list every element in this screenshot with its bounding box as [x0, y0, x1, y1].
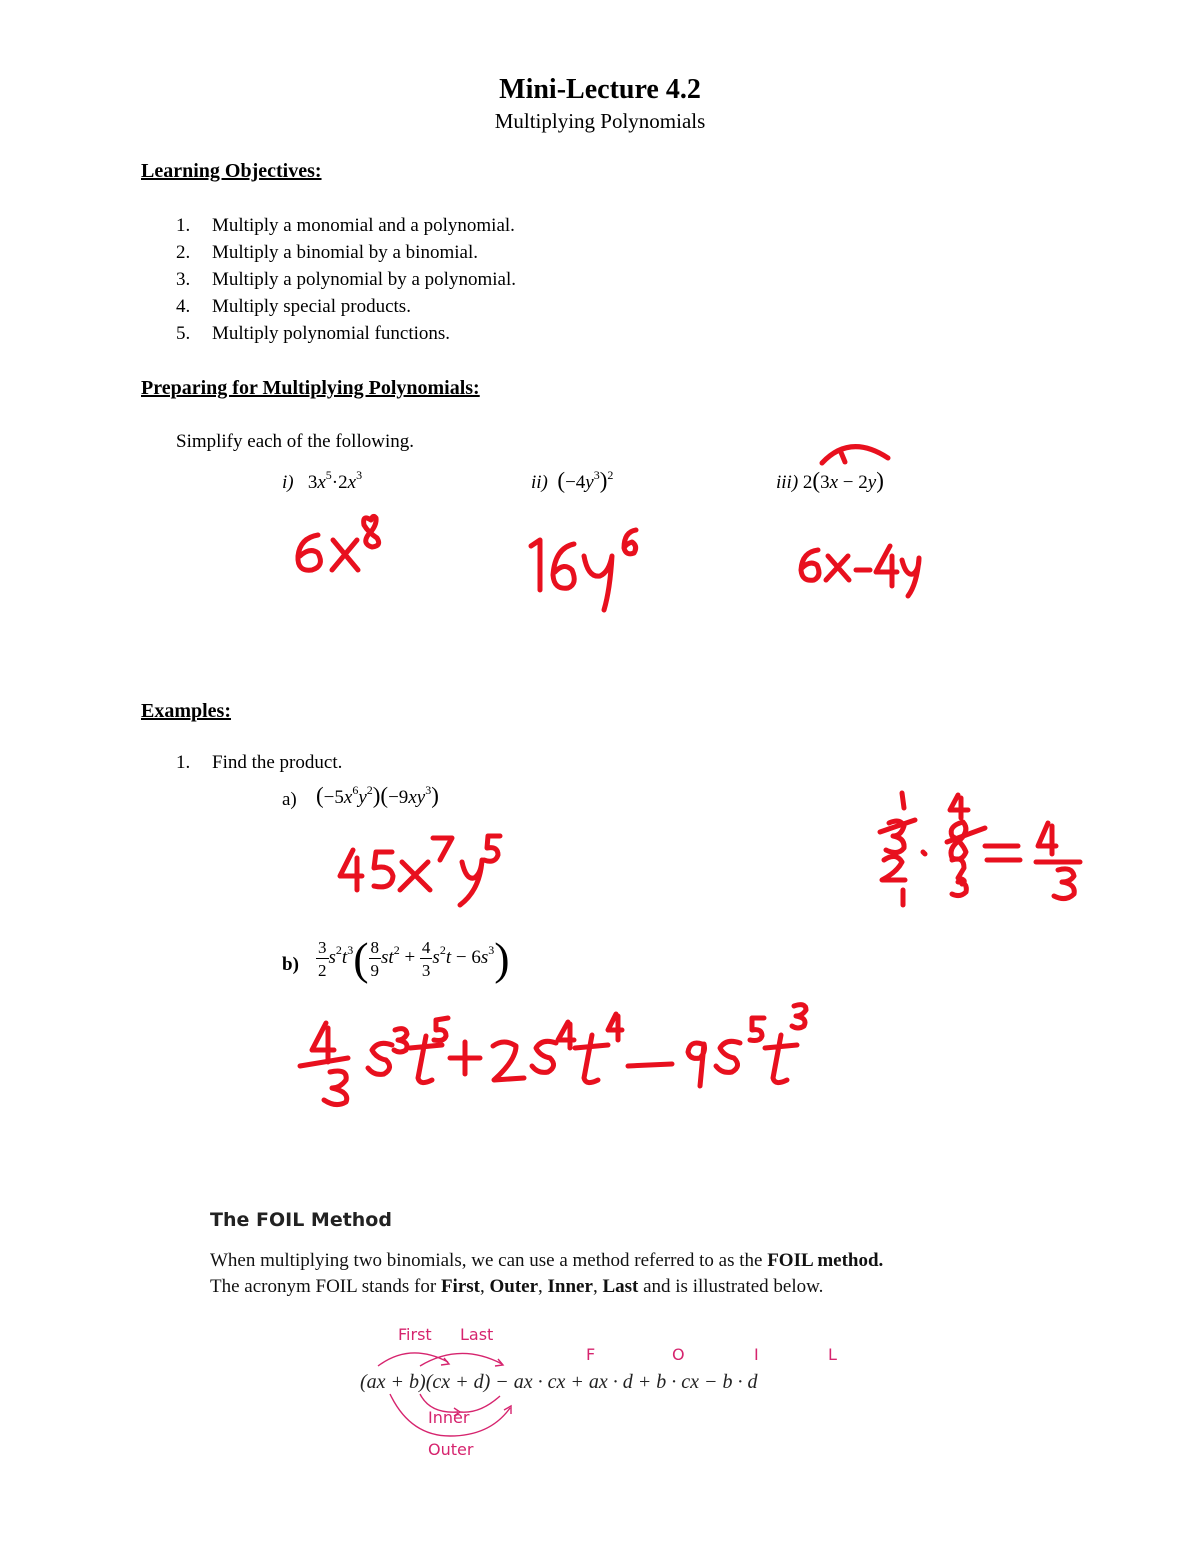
problem-i: i) $3x^5\cdot 2x^3$ [282, 468, 363, 493]
objective-item: 2. Multiply a binomial by a binomial. [176, 242, 478, 263]
answer-a-ink [340, 836, 500, 905]
foil-label-inner: Inner [428, 1408, 470, 1427]
foil-label-last: Last [460, 1325, 494, 1344]
foil-letter-f: F [586, 1345, 596, 1364]
foil-label-outer: Outer [428, 1440, 474, 1459]
foil-line-1: When multiplying two binomials, we can use a method referred to as the FOIL method. [210, 1250, 884, 1271]
objectives-heading: Learning Objectives: [141, 160, 322, 182]
answer-b-ink [300, 1005, 806, 1105]
foil-equation: (ax + b)(cx + d) − ax · cx + ax · d + b · cx − b · d [360, 1371, 758, 1393]
answer-i-ink [298, 516, 379, 570]
preparing-instruction: Simplify each of the following. [176, 431, 414, 452]
preparing-heading: Preparing for Multiplying Polynomials: [141, 377, 480, 399]
example-b-expression: $\frac{3}{2}$ $s^2t^3$( $\frac{8}{9}$ $st^2$ + $\frac{4}{3}$ $s^2t - 6s^3$) [318, 933, 510, 984]
objective-item: 4. Multiply special products. [176, 296, 411, 317]
example-b-label: b) [282, 954, 299, 975]
foil-line-2: The acronym FOIL stands for First, Outer, Inner, Last and is illustrated below. [210, 1276, 824, 1297]
objective-item: 3. Multiply a polynomial by a polynomial. [176, 269, 516, 290]
page-subtitle: Multiplying Polynomials [494, 109, 706, 133]
problem-ii: ii) $(-4y^3)^2$ [531, 468, 614, 493]
problem-iii: iii) 2(3x − 2y) [776, 468, 884, 493]
foil-title: The FOIL Method [210, 1209, 392, 1231]
foil-diagram [350, 1318, 870, 1468]
distribution-arc [822, 447, 888, 463]
example-item-text: Find the product. [212, 752, 343, 773]
example-a-expression: $(-5x^6y^2)(-9xy^3)$ [316, 783, 439, 808]
foil-letter-o: O [672, 1345, 685, 1364]
foil-letter-i: I [754, 1345, 759, 1364]
objective-item: 5. Multiply polynomial functions. [176, 323, 451, 344]
examples-heading: Examples: [141, 700, 231, 722]
example-item-number: 1. [176, 752, 191, 773]
side-work-ink [880, 793, 1080, 905]
foil-letter-l: L [828, 1345, 837, 1364]
answer-iii-ink [801, 546, 919, 596]
example-a-label: a) [282, 789, 297, 810]
objective-item: 1. Multiply a monomial and a polynomial. [176, 215, 515, 236]
page-title: Mini-Lecture 4.2 [499, 74, 701, 105]
answer-ii-ink [531, 530, 636, 610]
foil-label-first: First [398, 1325, 432, 1344]
